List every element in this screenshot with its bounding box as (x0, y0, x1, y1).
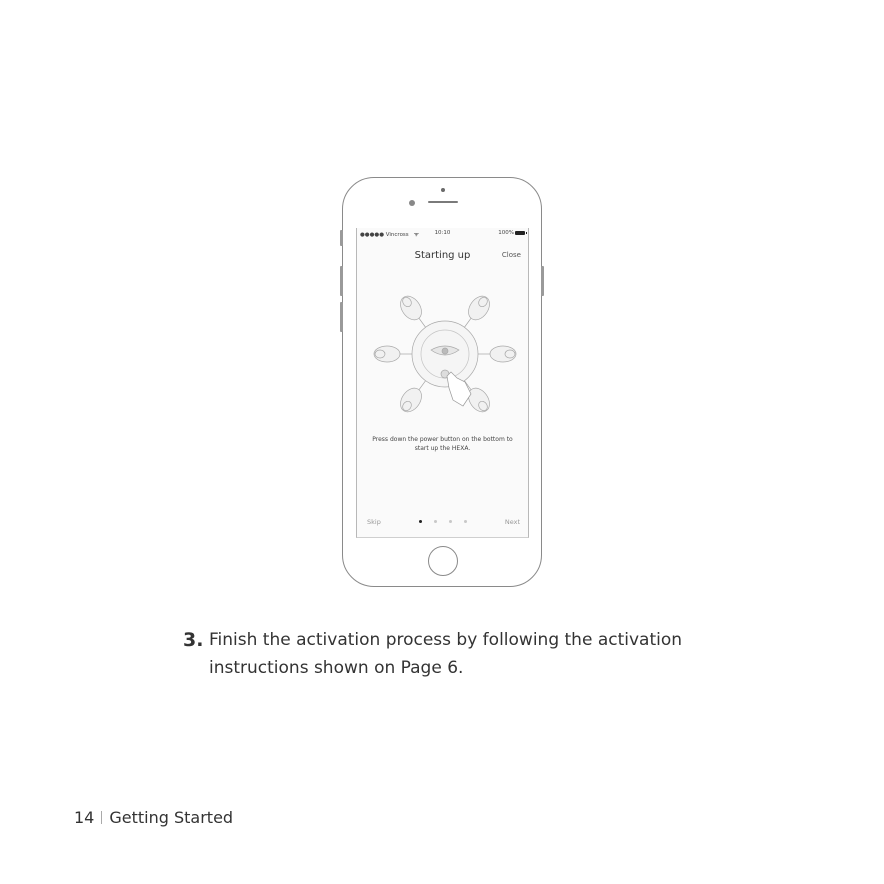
battery-icon (515, 231, 525, 235)
phone-camera (409, 200, 415, 206)
status-time: 10:10 (434, 230, 451, 236)
phone-screen (356, 228, 529, 538)
robot-leg-right (490, 346, 516, 362)
wifi-icon: ᯤ (413, 231, 420, 238)
home-button[interactable] (428, 546, 458, 576)
robot-leg-top-left (396, 292, 426, 324)
instruction-text (361, 435, 524, 453)
skip-button[interactable]: Skip (367, 518, 381, 526)
robot-leg-left (374, 346, 400, 362)
screen-title: Starting up (414, 250, 471, 261)
page-dot-3[interactable] (449, 520, 452, 523)
phone-power-button (541, 266, 544, 296)
battery-status: 100% (498, 230, 525, 236)
step-number: 3. (183, 629, 204, 651)
phone-volume-up (340, 266, 343, 296)
instruction-line-2: start up the HEXA. (414, 445, 471, 452)
page-footer (74, 808, 233, 827)
robot-leg-top-right (464, 292, 494, 324)
page-indicator (419, 520, 469, 524)
status-bar (357, 230, 528, 239)
hexa-robot-illustration (373, 290, 518, 418)
step-text-line-2: instructions shown on Page 6. (209, 658, 464, 678)
phone-volume-down (340, 302, 343, 332)
instruction-line-1: Press down the power button on the bottom to (372, 436, 513, 443)
phone-mute-switch (340, 230, 343, 246)
step-text-line-1: Finish the activation process by following the activation (209, 630, 683, 650)
robot-leg-bottom-left (396, 384, 426, 416)
close-button[interactable]: Close (501, 251, 521, 259)
page-dot-1[interactable] (419, 520, 422, 523)
phone-mockup (342, 177, 542, 587)
page-number: 14 (74, 808, 95, 827)
carrier-label: ●●●●● Vincross ᯤ (360, 231, 420, 238)
section-title: Getting Started (109, 808, 234, 827)
page-dot-4[interactable] (464, 520, 467, 523)
phone-sensor (441, 188, 445, 192)
screen-footer (357, 518, 528, 528)
phone-speaker (428, 201, 458, 203)
footer-divider (101, 811, 102, 824)
page-dot-2[interactable] (434, 520, 437, 523)
next-button[interactable]: Next (504, 518, 520, 526)
